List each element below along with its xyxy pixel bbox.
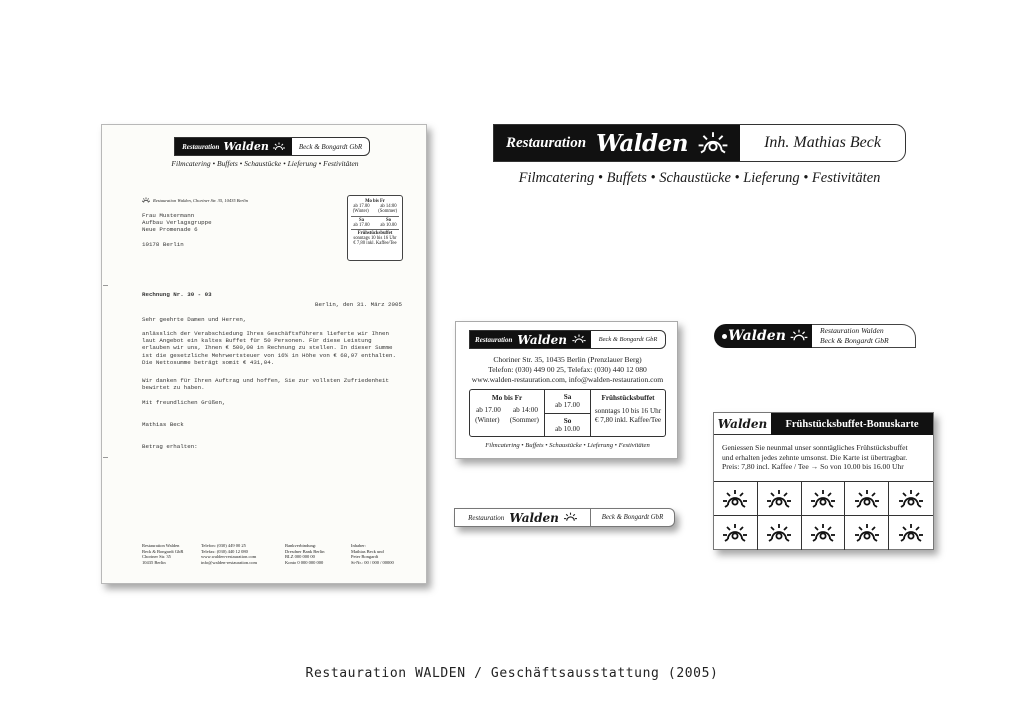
sun-icon bbox=[790, 329, 808, 343]
sun-icon bbox=[766, 523, 792, 543]
business-card bbox=[455, 321, 678, 459]
closing-greeting: Mit freundlichen Grüßen, bbox=[142, 399, 226, 406]
sun-icon bbox=[898, 523, 924, 543]
stamp-cell bbox=[889, 482, 933, 516]
bonus-text: Geniessen Sie neunmal unser sonntägliches Frühstücksbuffet und erhalten jedes zehnte umsonst. Die Karte ist übertragbar. Preis: 7,80 incl. Kaffee / Tee → So von 10.00 bis 16.00 Uhr bbox=[722, 443, 908, 471]
sun-icon bbox=[854, 523, 880, 543]
sun-icon bbox=[273, 142, 285, 152]
caption: Restauration WALDEN / Geschäftsausstattung (2005) bbox=[305, 666, 719, 681]
bonus-title: Frühstücksbuffet-Bonuskarte bbox=[771, 413, 933, 435]
logo-owner: Beck & Bongardt GbR bbox=[598, 336, 658, 343]
bonus-brand: Walden bbox=[714, 413, 771, 435]
logo-owner: Beck & Bongardt GbR bbox=[298, 142, 363, 151]
sun-icon bbox=[142, 197, 150, 204]
amount-received: Betrag erhalten: bbox=[142, 443, 198, 450]
sun-icon bbox=[698, 131, 728, 155]
sender-line: Restauration Walden, Choriner Str. 35, 10435 Berlin bbox=[142, 197, 248, 204]
letterhead-sheet bbox=[101, 124, 427, 584]
tag-brand: Walden bbox=[728, 328, 786, 344]
footer-bank: Bankverbindung: Dresdner Bank Berlin BLZ 000 000 00 Konto 0 000 000 000 bbox=[285, 543, 325, 565]
stamp-cell bbox=[758, 482, 802, 516]
logo-owner: Inh. Mathias Beck bbox=[764, 134, 881, 151]
sun-icon bbox=[766, 489, 792, 509]
invoice-subject: Rechnung Nr. 30 - 03 bbox=[142, 291, 212, 298]
sun-icon bbox=[898, 489, 924, 509]
letter-thanks: Wir danken für Ihren Auftrag und hoffen, Sie zur vollsten Zufriedenheit bewirtet zu haben. bbox=[142, 377, 389, 392]
opening-hours-box: Mo bis Fr ab 17.00 ab 14:00 (Winter) (Sommer) Sa So ab 17.00 ab 10.00 Frühstücksbuffet sonntags 10 bis 16 Uhr € 7,80 inkl. Kaffee/Tee bbox=[347, 195, 403, 261]
card-logo bbox=[469, 330, 666, 349]
stamp-cell bbox=[714, 482, 758, 516]
footer-contact: Telefon: (030) 449 00 25 Telefax: (030) 440 12 080 www.walden-restauration.com info@walden-restauration.com bbox=[201, 543, 257, 565]
main-logo bbox=[493, 124, 906, 162]
card-contact: Choriner Str. 35, 10435 Berlin (Prenzlauer Berg) Telefon: (030) 449 00 25, Telefax: (030) 440 12 080 www.walden-restauration.com, info@walden-restauration.com bbox=[471, 355, 664, 384]
logo-brand: Walden bbox=[517, 332, 567, 347]
letter-logo bbox=[174, 137, 370, 156]
stamp-cell bbox=[845, 482, 889, 516]
letter-date: Berlin, den 31. März 2005 bbox=[315, 301, 402, 308]
stamp-cell bbox=[845, 516, 889, 550]
salutation: Sehr geehrte Damen und Herren, bbox=[142, 316, 247, 323]
fold-mark bbox=[103, 457, 108, 458]
logo-name: Restauration bbox=[468, 513, 505, 522]
fold-mark bbox=[103, 285, 108, 286]
card-tagline: Filmcatering • Buffets • Schaustücke • Lieferung • Festivitäten bbox=[485, 442, 650, 449]
tag-hole bbox=[722, 334, 727, 339]
sun-icon bbox=[810, 523, 836, 543]
logo-brand: Walden bbox=[596, 129, 688, 157]
stamp-cell bbox=[889, 516, 933, 550]
logo-owner: Beck & Bongardt GbR bbox=[601, 514, 664, 521]
letter-body: anlässlich der Verabschiedung Ihres Geschäftsführers lieferte wir Ihnen laut Angebot ein kaltes Buffet für 50 Personen. Für diese Leistung erlauben wir uns, Ihnen € 500,00 in Rechnung zu stellen. In dieser Summe ist die gesetzliche Mehrwertsteuer von 16% in Höhe von € 68,97 enthalten. Die Nettosumme beträgt somit € 431,04. bbox=[142, 330, 396, 366]
signature: Mathias Beck bbox=[142, 421, 184, 428]
key-tag: Walden Restauration Walden Beck & Bongardt GbR bbox=[714, 324, 919, 348]
logo-brand: Walden bbox=[509, 510, 559, 525]
sun-icon bbox=[810, 489, 836, 509]
stamp-cell bbox=[758, 516, 802, 550]
logo-name: Restauration bbox=[182, 142, 220, 151]
compliments-slip-logo bbox=[454, 508, 675, 527]
logo-brand: Walden bbox=[223, 140, 269, 153]
card-hours-table: Mo bis Fr ab 17.00 ab 14:00 (Winter) (Sommer) Sa ab 17.00 So ab 10.00 Frühstücksbuffet sonntags 10 bis 16 Uhr € 7,80 inkl. Kaffee/Tee bbox=[469, 389, 666, 437]
sun-icon bbox=[722, 489, 748, 509]
sun-icon bbox=[564, 512, 577, 523]
recipient-address: Frau Mustermann Aufbau Verlagsgruppe Neue Promenade 6 10178 Berlin bbox=[142, 212, 212, 248]
sun-icon bbox=[722, 523, 748, 543]
bonus-card bbox=[713, 412, 934, 550]
footer-address: Restauration Walden Beck & Bongardt GbR Choriner Str. 35 10435 Berlin bbox=[142, 543, 184, 565]
stamp-cell bbox=[714, 516, 758, 550]
sun-icon bbox=[854, 489, 880, 509]
bonus-header bbox=[714, 413, 933, 435]
logo-name: Restauration bbox=[475, 335, 513, 344]
footer-owner: Inhaber: Mathias Beck und Peter Bongardt St-Nr.: 00 / 000 / 00000 bbox=[351, 543, 394, 565]
stamp-grid bbox=[714, 481, 933, 550]
main-tagline: Filmcatering • Buffets • Schaustücke • Lieferung • Festivitäten bbox=[518, 170, 881, 186]
letter-tagline: Filmcatering • Buffets • Schaustücke • Lieferung • Festivitäten bbox=[171, 159, 359, 168]
stamp-cell bbox=[802, 516, 846, 550]
stamp-cell bbox=[802, 482, 846, 516]
sun-icon bbox=[572, 334, 586, 345]
logo-name: Restauration bbox=[506, 134, 587, 151]
